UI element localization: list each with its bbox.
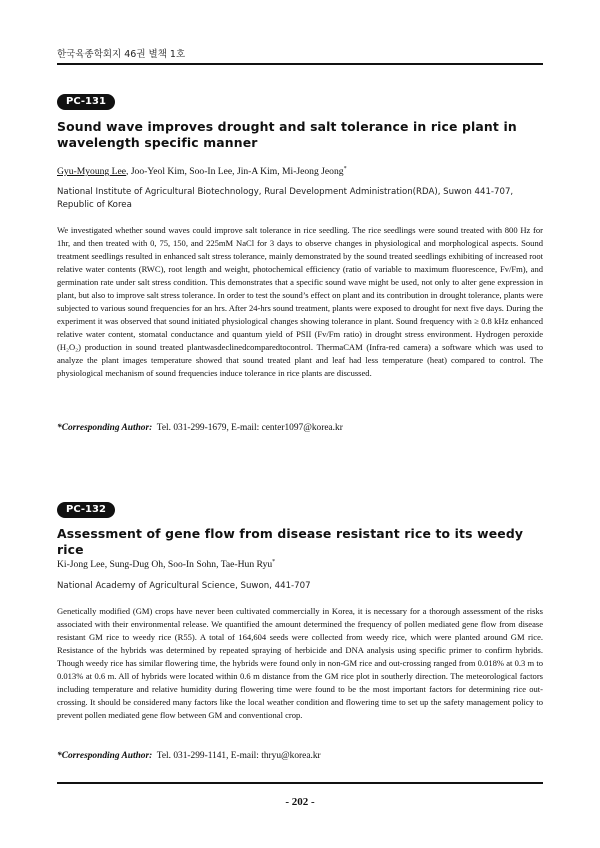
corresponding-label: *Corresponding Author: [57,423,153,433]
abstract: We investigated whether sound waves could improve salt tolerance in rice seedling. The rice seedlings were sound treated with 800 Hz for 1hr, and then treated with 0, 75, 150, and 225mM NaCl for 3 days to observe changes in physiological and morphological aspects. Sound treatment seedlings resulted in enhanced salt stress tolerance, mainly demonstrated by the sound treated seedlings exhibiting of increased root relative water contents (RWC), root length and weight, photochemical efficiency (ratio of variable to maximum fluorescence, Fv/Fm), and germination rate under salt stress condition. This demonstrates that a specific sound wave might be used, not only to alter gene expression in plant, but also to improve salt stress tolerance. In order to test the sound’s effect on plant and its contribution in drought tolerance, plants were subjected to various sound frequencies for an hrs. After 24-hrs sound treatment, plants were exposed to drought for next five days. During the experiment it was observed that sound initiated physiological changes showing tolerance in plant. Sound frequency with ≥ 0.8 kHz enhanced relative water content, stomatal conductance and quantum yield of PSII (Fv/Fm ratio) in drought stress environment. Hydrogen peroxide (H₂O₂) production in sound treated plantwasdeclinedcomparedtocontrol. ThermaCAM (Infra-red camera) a software which was used to analyze the plant images temperature showed that sound treated plant and leaf had less temperature (heat) compared to control. The physiological mechanism of sound frequencies induce tolerance in rice plants are discussed. [57,225,543,378]
running-head: 한국육종학회지 46권 별책 1호 [57,49,186,60]
article-title: Sound wave improves drought and salt tolerance in rice plant in wavelength specific manner [57,119,517,150]
corresponding-contact: Tel. 031-299-1141, E-mail: thryu@korea.kr [156,751,321,761]
footer-rule [57,782,543,784]
article-badge: PC-131 [57,94,115,110]
corresponding-author [57,750,543,762]
affiliation: National Academy of Agricultural Science, Suwon, 441-707 [57,581,311,591]
article-title: Assessment of gene flow from disease resistant rice to its weedy rice [57,526,524,557]
corresponding-mark: * [343,166,347,172]
corresponding-contact: Tel. 031-299-1679, E-mail: center1097@korea.kr [156,423,343,433]
corresponding-label: *Corresponding Author: [57,751,153,761]
article-badge: PC-132 [57,502,115,518]
author-list [57,163,543,178]
abstract: Genetically modified (GM) crops have never been cultivated commercially in Korea, it is necessary for a thorough assessment of the risks associated with their environmental release. We quantified the amount determined the frequency of pollen mediated gene flow from disease resistant GM rice to weedy rice (R55). A total of 164,604 seeds were collected from weedy rice, which were planted around GM rice. Resistance of the hybrids was determined by repeated spraying of herbicide and DNA analysis using specific primer to confirm hybrids. Though weedy rice has similar flowering time, the hybrids were found only in non-GM rice and out-crossing ranged from 0.018% at 0.3 m to 0.013% at 0.6 m. All of hybrids were located within 0.6 m distance from the GM rice plot in southerly direction. The meteorological factors including temperature and relative humidity during flowering time were found to be the most important factors for determining rice out-crossing. It should be considered many factors like the local weather condition and flowering time to set up the safety management policy to prevent pollen mediated gene flow between GM and conventional crop. [57,606,543,720]
page-number: - 202 - [285,796,315,808]
co-authors: , Sung-Dug Oh, Soo-In Sohn, Tae-Hun Ryu [104,559,273,571]
affiliation: National Institute of Agricultural Biotechnology, Rural Development Administration(RDA), Suwon 441-707, Republic of Korea [57,187,514,210]
corresponding-author [57,422,543,434]
co-authors: , Joo-Yeol Kim, Soo-In Lee, Jin-A Kim, Mi-Jeong Jeong [126,166,344,178]
first-author: Gyu-Myoung Lee [57,166,127,178]
corresponding-mark: * [272,559,276,565]
author-list [57,556,543,571]
header-rule [57,63,543,65]
first-author: Ki-Jong Lee [57,559,105,571]
